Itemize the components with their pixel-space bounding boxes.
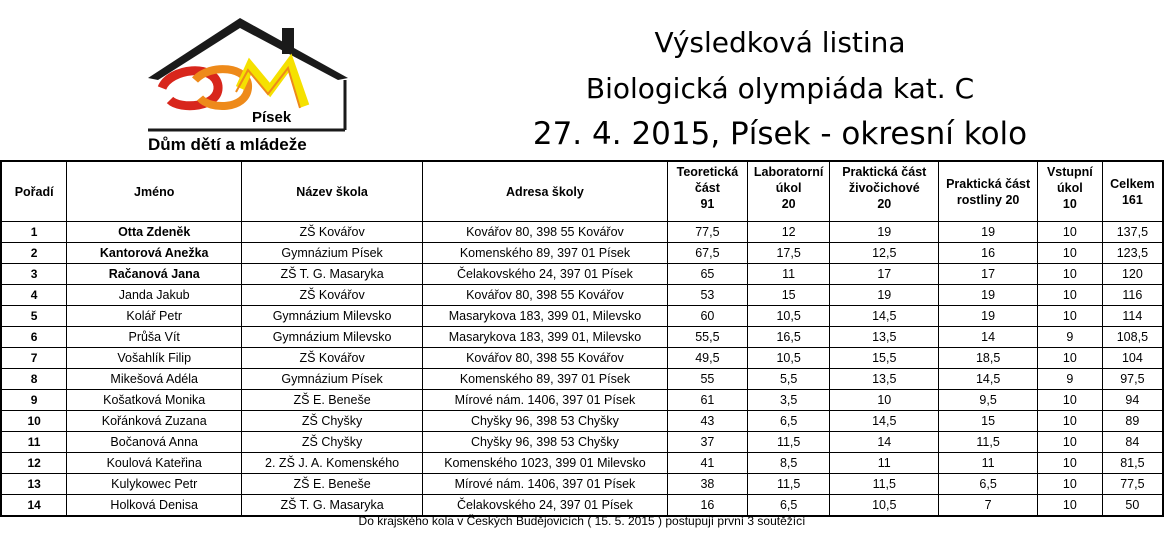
cell-plants: 11,5 — [939, 432, 1038, 453]
cell-theory: 67,5 — [667, 243, 747, 264]
cell-theory: 55 — [667, 369, 747, 390]
cell-entry: 10 — [1037, 264, 1102, 285]
cell-rank: 9 — [1, 390, 67, 411]
header-theory-l2: část — [694, 181, 720, 195]
header-plants — [939, 161, 1038, 222]
cell-theory: 65 — [667, 264, 747, 285]
cell-theory: 61 — [667, 390, 747, 411]
cell-entry: 10 — [1037, 285, 1102, 306]
cell-name: Košatková Monika — [67, 390, 242, 411]
cell-animals: 13,5 — [830, 327, 939, 348]
cell-theory: 60 — [667, 306, 747, 327]
footer-note: Do krajského kola v Českých Budějovicích ( 15. 5. 2015 ) postupují první 3 soutěžící — [358, 514, 806, 528]
header-total-l1: Celkem — [1110, 176, 1155, 191]
cell-entry: 10 — [1037, 306, 1102, 327]
cell-theory: 53 — [667, 285, 747, 306]
cell-plants: 15 — [939, 411, 1038, 432]
cell-theory: 37 — [667, 432, 747, 453]
cell-name: Otta Zdeněk — [67, 222, 242, 243]
cell-school: ZŠ T. G. Masaryka — [242, 495, 423, 517]
header-entry-l1: Vstupní — [1046, 165, 1093, 179]
table-row — [1, 348, 1163, 369]
cell-address: Kovářov 80, 398 55 Kovářov — [423, 348, 668, 369]
cell-lab: 16,5 — [748, 327, 830, 348]
cell-lab: 11 — [748, 264, 830, 285]
cell-address: Komenského 89, 397 01 Písek — [423, 369, 668, 390]
header-plants-l1: Praktická část — [946, 176, 1031, 191]
header-name: Jméno — [67, 161, 242, 222]
cell-lab: 3,5 — [748, 390, 830, 411]
cell-animals: 10 — [830, 390, 939, 411]
cell-name: Janda Jakub — [67, 285, 242, 306]
cell-address: Kovářov 80, 398 55 Kovářov — [423, 222, 668, 243]
cell-rank: 13 — [1, 474, 67, 495]
cell-name: Vošahlík Filip — [67, 348, 242, 369]
cell-lab: 17,5 — [748, 243, 830, 264]
header-animals-l1: Praktická část — [842, 165, 927, 179]
cell-rank: 1 — [1, 222, 67, 243]
table-row — [1, 243, 1163, 264]
cell-plants: 9,5 — [939, 390, 1038, 411]
cell-plants: 14 — [939, 327, 1038, 348]
table-row — [1, 474, 1163, 495]
cell-name: Koulová Kateřina — [67, 453, 242, 474]
cell-rank: 4 — [1, 285, 67, 306]
cell-lab: 10,5 — [748, 348, 830, 369]
table-row — [1, 411, 1163, 432]
cell-address: Chyšky 96, 398 53 Chyšky — [423, 411, 668, 432]
cell-animals: 19 — [830, 222, 939, 243]
document-title: Výsledková listina — [654, 26, 906, 59]
header-lab-l1: Laboratorní — [753, 165, 824, 179]
cell-total: 116 — [1102, 285, 1163, 306]
cell-total: 114 — [1102, 306, 1163, 327]
header-total-max: 161 — [1121, 192, 1143, 207]
cell-rank: 3 — [1, 264, 67, 285]
cell-school: ZŠ Kovářov — [242, 222, 423, 243]
cell-school: ZŠ E. Beneše — [242, 390, 423, 411]
cell-theory: 55,5 — [667, 327, 747, 348]
table-row — [1, 453, 1163, 474]
cell-entry: 10 — [1037, 348, 1102, 369]
table-row — [1, 222, 1163, 243]
cell-name: Račanová Jana — [67, 264, 242, 285]
cell-plants: 6,5 — [939, 474, 1038, 495]
competition-date-place: 27. 4. 2015, Písek - okresní kolo — [532, 116, 1028, 152]
table-row — [1, 285, 1163, 306]
cell-animals: 13,5 — [830, 369, 939, 390]
cell-animals: 11,5 — [830, 474, 939, 495]
cell-entry: 9 — [1037, 327, 1102, 348]
cell-lab: 12 — [748, 222, 830, 243]
cell-entry: 9 — [1037, 369, 1102, 390]
cell-total: 120 — [1102, 264, 1163, 285]
logo-city: Písek — [252, 109, 292, 126]
cell-name: Bočanová Anna — [67, 432, 242, 453]
header-plants-l2: rostliny 20 — [956, 192, 1020, 207]
cell-theory: 49,5 — [667, 348, 747, 369]
cell-rank: 6 — [1, 327, 67, 348]
cell-address: Komenského 1023, 399 01 Milevsko — [423, 453, 668, 474]
cell-animals: 12,5 — [830, 243, 939, 264]
cell-entry: 10 — [1037, 222, 1102, 243]
cell-rank: 5 — [1, 306, 67, 327]
cell-animals: 11 — [830, 453, 939, 474]
cell-theory: 43 — [667, 411, 747, 432]
cell-total: 50 — [1102, 495, 1163, 517]
header-theory-l1: Teoretická — [676, 165, 739, 179]
cell-name: Kořánková Zuzana — [67, 411, 242, 432]
cell-lab: 11,5 — [748, 432, 830, 453]
table-row — [1, 495, 1163, 517]
cell-plants: 19 — [939, 306, 1038, 327]
competition-name: Biologická olympiáda kat. C — [585, 72, 975, 105]
cell-theory: 77,5 — [667, 222, 747, 243]
cell-animals: 15,5 — [830, 348, 939, 369]
cell-lab: 6,5 — [748, 411, 830, 432]
cell-plants: 11 — [939, 453, 1038, 474]
logo-org-name: Dům dětí a mládeže — [148, 135, 307, 154]
header-animals-max: 20 — [877, 197, 892, 211]
cell-school: Gymnázium Písek — [242, 369, 423, 390]
header-rank: Pořadí — [1, 161, 67, 222]
house-logo-graphic — [140, 18, 360, 138]
table-header-row — [1, 161, 1163, 222]
cell-animals: 14,5 — [830, 411, 939, 432]
cell-rank: 11 — [1, 432, 67, 453]
table-row — [1, 369, 1163, 390]
cell-name: Mikešová Adéla — [67, 369, 242, 390]
cell-animals: 10,5 — [830, 495, 939, 517]
header-entry — [1037, 161, 1102, 222]
cell-total: 137,5 — [1102, 222, 1163, 243]
cell-address: Masarykova 183, 399 01, Milevsko — [423, 306, 668, 327]
header-theory — [667, 161, 747, 222]
cell-entry: 10 — [1037, 495, 1102, 517]
cell-lab: 5,5 — [748, 369, 830, 390]
cell-animals: 14 — [830, 432, 939, 453]
cell-name: Kantorová Anežka — [67, 243, 242, 264]
cell-total: 97,5 — [1102, 369, 1163, 390]
cell-entry: 10 — [1037, 453, 1102, 474]
header-lab — [748, 161, 830, 222]
cell-entry: 10 — [1037, 243, 1102, 264]
cell-entry: 10 — [1037, 411, 1102, 432]
cell-total: 108,5 — [1102, 327, 1163, 348]
cell-school: Gymnázium Písek — [242, 243, 423, 264]
cell-address: Chyšky 96, 398 53 Chyšky — [423, 432, 668, 453]
cell-entry: 10 — [1037, 432, 1102, 453]
cell-rank: 14 — [1, 495, 67, 517]
cell-lab: 15 — [748, 285, 830, 306]
cell-total: 89 — [1102, 411, 1163, 432]
cell-address: Mírové nám. 1406, 397 01 Písek — [423, 390, 668, 411]
cell-lab: 6,5 — [748, 495, 830, 517]
table-row — [1, 327, 1163, 348]
cell-total: 104 — [1102, 348, 1163, 369]
cell-plants: 14,5 — [939, 369, 1038, 390]
cell-rank: 12 — [1, 453, 67, 474]
cell-plants: 16 — [939, 243, 1038, 264]
cell-school: ZŠ Kovářov — [242, 285, 423, 306]
cell-school: ZŠ Chyšky — [242, 411, 423, 432]
cell-plants: 7 — [939, 495, 1038, 517]
cell-total: 84 — [1102, 432, 1163, 453]
cell-rank: 2 — [1, 243, 67, 264]
cell-theory: 38 — [667, 474, 747, 495]
cell-animals: 19 — [830, 285, 939, 306]
cell-rank: 8 — [1, 369, 67, 390]
cell-plants: 18,5 — [939, 348, 1038, 369]
table-row — [1, 390, 1163, 411]
cell-address: Masarykova 183, 399 01, Milevsko — [423, 327, 668, 348]
cell-school: 2. ZŠ J. A. Komenského — [242, 453, 423, 474]
cell-total: 94 — [1102, 390, 1163, 411]
cell-name: Kulykowec Petr — [67, 474, 242, 495]
table-row — [1, 432, 1163, 453]
header-animals — [830, 161, 939, 222]
results-table — [0, 160, 1164, 517]
cell-total: 81,5 — [1102, 453, 1163, 474]
cell-plants: 17 — [939, 264, 1038, 285]
cell-address: Mírové nám. 1406, 397 01 Písek — [423, 474, 668, 495]
header-lab-l2: úkol — [775, 181, 802, 195]
cell-school: ZŠ Kovářov — [242, 348, 423, 369]
header-lab-max: 20 — [781, 197, 796, 211]
header-animals-l2: živočichové — [848, 181, 920, 195]
cell-animals: 14,5 — [830, 306, 939, 327]
header-entry-max: 10 — [1062, 197, 1077, 211]
cell-name: Kolář Petr — [67, 306, 242, 327]
cell-school: Gymnázium Milevsko — [242, 327, 423, 348]
cell-school: Gymnázium Milevsko — [242, 306, 423, 327]
header-school: Název škola — [242, 161, 423, 222]
cell-total: 123,5 — [1102, 243, 1163, 264]
cell-theory: 41 — [667, 453, 747, 474]
header-total — [1102, 161, 1163, 222]
cell-name: Průša Vít — [67, 327, 242, 348]
cell-lab: 11,5 — [748, 474, 830, 495]
cell-lab: 8,5 — [748, 453, 830, 474]
cell-address: Čelakovského 24, 397 01 Písek — [423, 264, 668, 285]
cell-address: Kovářov 80, 398 55 Kovářov — [423, 285, 668, 306]
cell-name: Holková Denisa — [67, 495, 242, 517]
header-entry-l2: úkol — [1057, 181, 1083, 195]
cell-animals: 17 — [830, 264, 939, 285]
cell-plants: 19 — [939, 285, 1038, 306]
cell-total: 77,5 — [1102, 474, 1163, 495]
cell-plants: 19 — [939, 222, 1038, 243]
table-row — [1, 306, 1163, 327]
cell-address: Komenského 89, 397 01 Písek — [423, 243, 668, 264]
header-address: Adresa školy — [423, 161, 668, 222]
cell-address: Čelakovského 24, 397 01 Písek — [423, 495, 668, 517]
table-row — [1, 264, 1163, 285]
cell-school: ZŠ T. G. Masaryka — [242, 264, 423, 285]
ddm-logo — [140, 18, 360, 158]
cell-theory: 16 — [667, 495, 747, 517]
cell-rank: 10 — [1, 411, 67, 432]
header-theory-max: 91 — [700, 197, 715, 211]
cell-school: ZŠ E. Beneše — [242, 474, 423, 495]
cell-lab: 10,5 — [748, 306, 830, 327]
cell-entry: 10 — [1037, 474, 1102, 495]
cell-school: ZŠ Chyšky — [242, 432, 423, 453]
cell-entry: 10 — [1037, 390, 1102, 411]
cell-rank: 7 — [1, 348, 67, 369]
